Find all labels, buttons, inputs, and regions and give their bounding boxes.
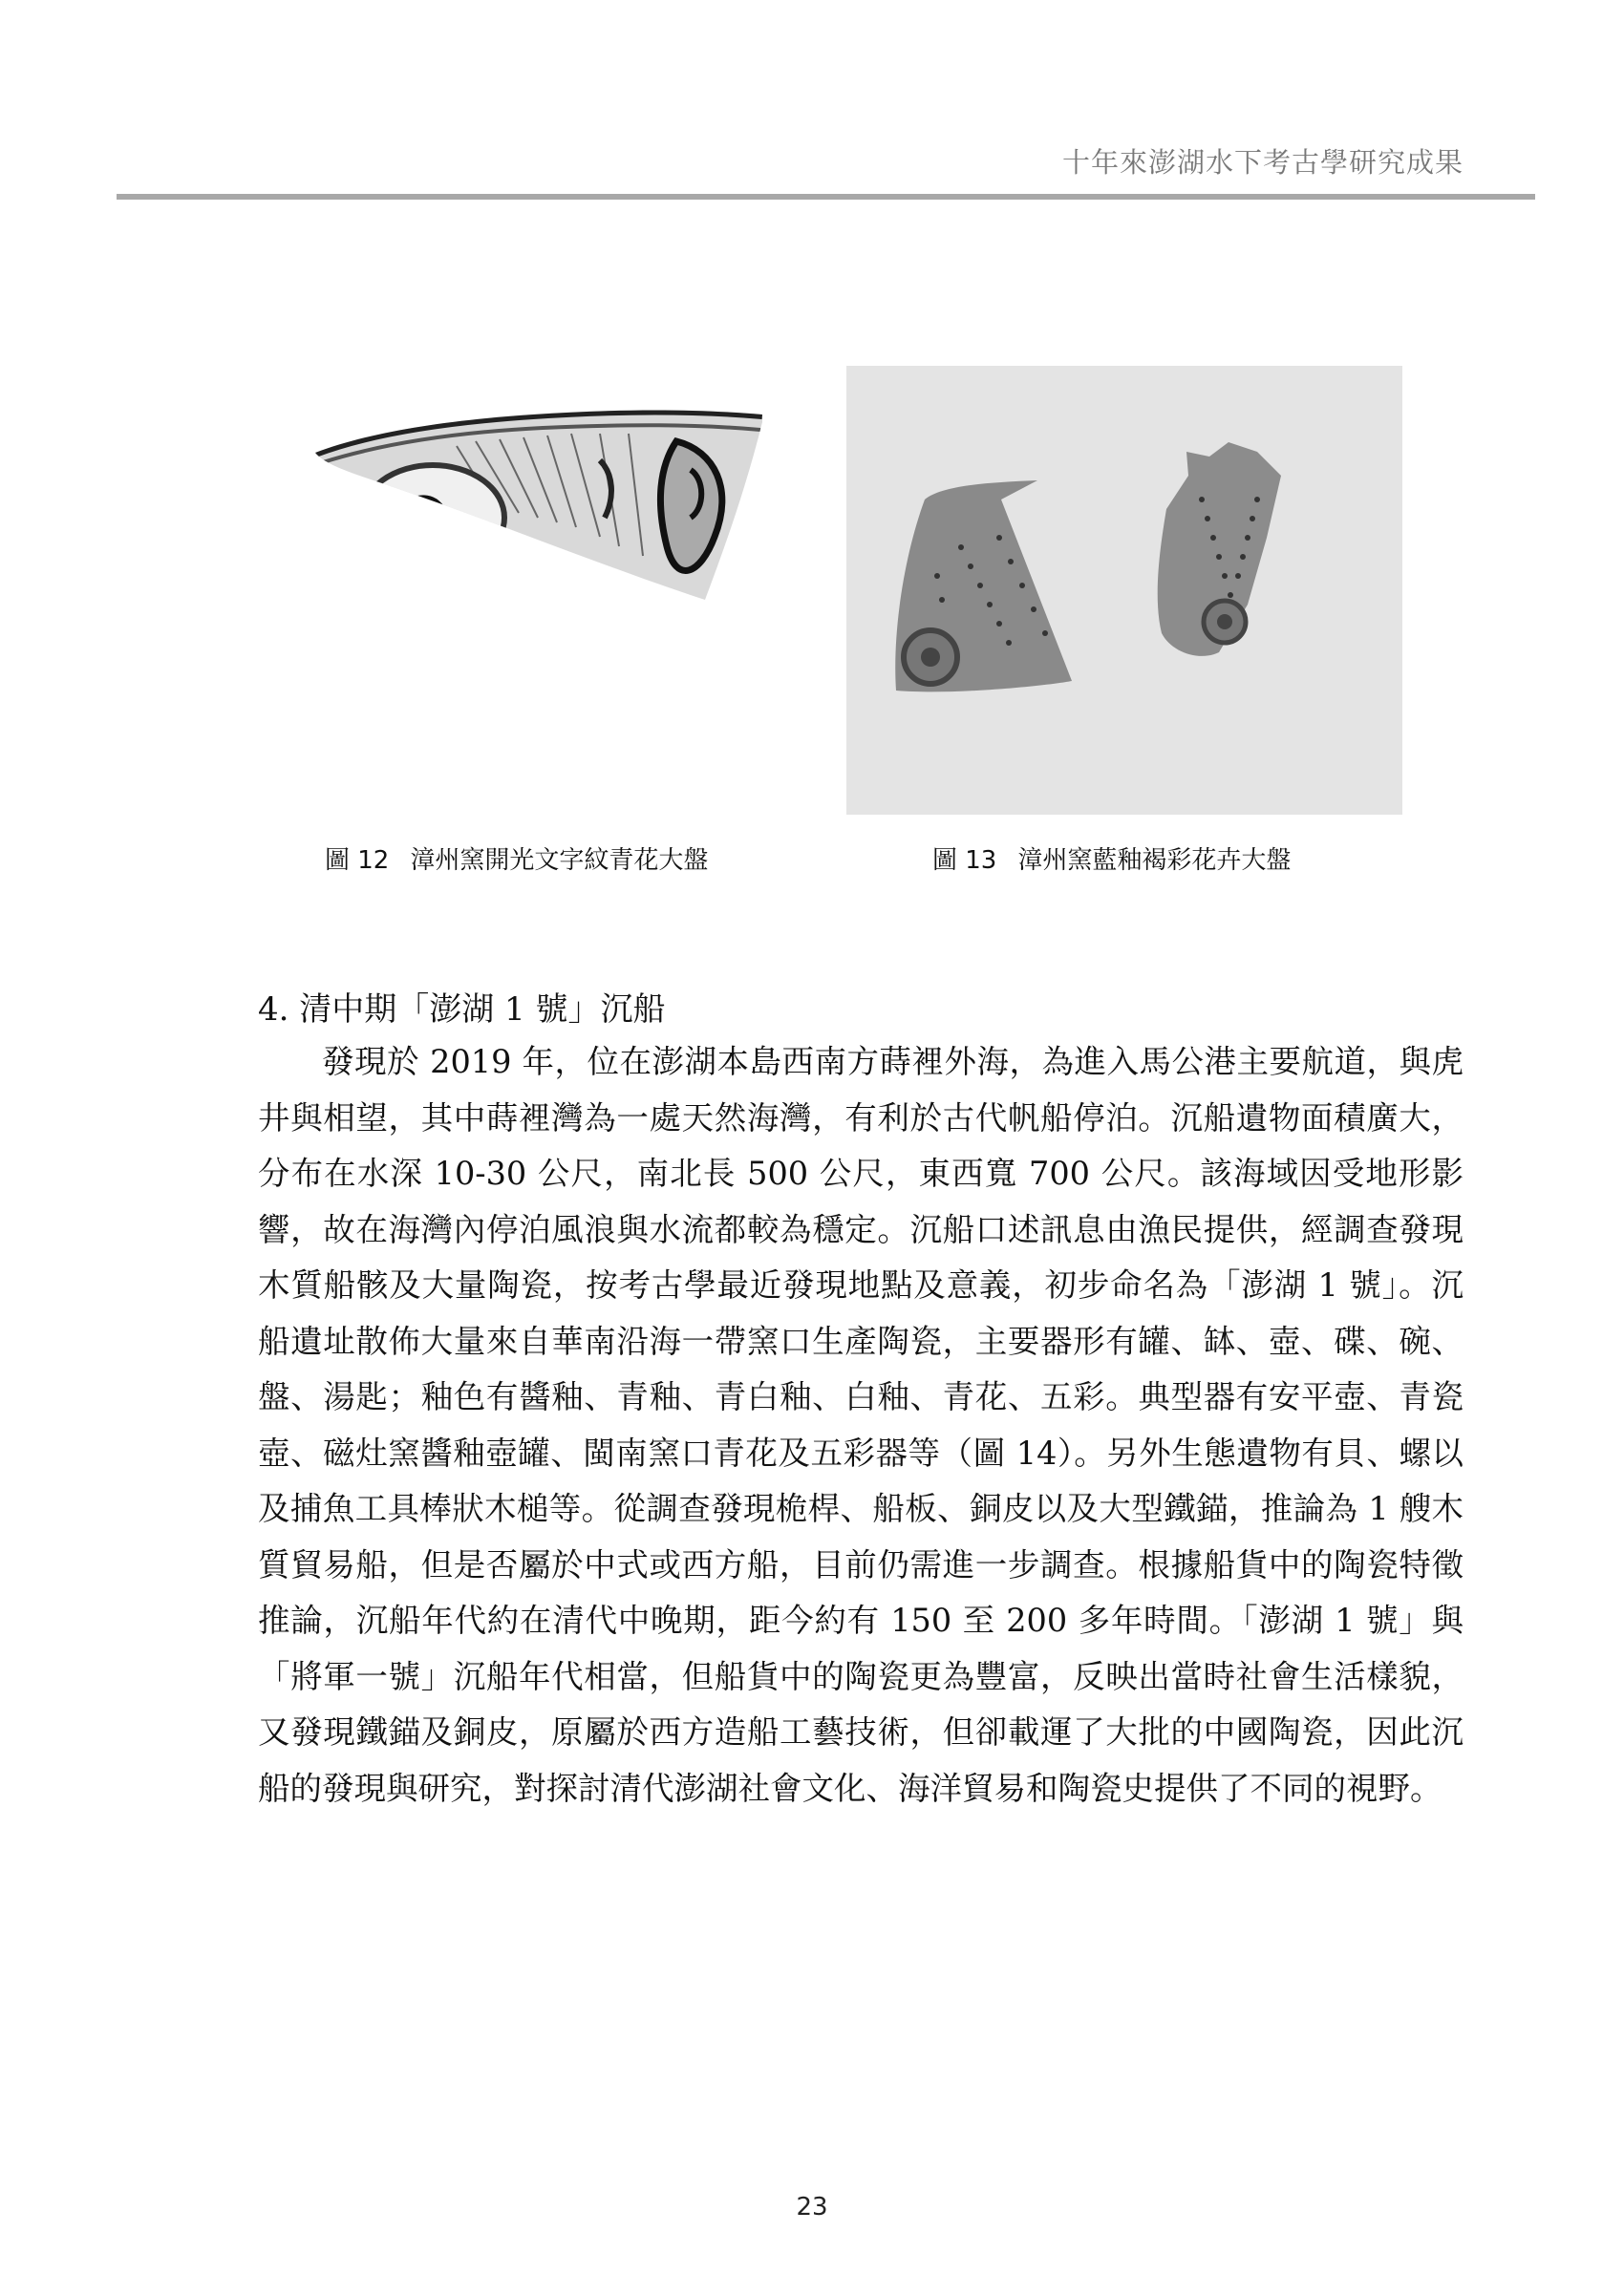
body-text (258, 1034, 1464, 1817)
figure-13-caption (932, 840, 1291, 876)
page-number: 23 (796, 2193, 828, 2222)
figure-12-number: 圖 12 (325, 846, 390, 875)
figure-12-caption-text: 漳州窯開光文字紋青花大盤 (410, 846, 709, 875)
figure-13-caption-text: 漳州窯藍釉褐彩花卉大盤 (1017, 846, 1292, 875)
header-title: 十年來澎湖水下考古學研究成果 (1061, 146, 1464, 179)
section-heading: 4. 清中期「澎湖 1 號」沉船 (258, 990, 666, 1029)
figure-12-caption (325, 840, 708, 876)
body-paragraph: 發現於 2019 年，位在澎湖本島西南方蒔裡外海，為進入馬公港主要航道，與虎井與相望，其中蒔裡灣為一處天然海灣，有利於古代帆船停泊。沉船遺物面積廣大，分布在水深 10-30 公尺，南北長 500 公尺，東西寬 700 公尺。該海域因受地形影響，故在海灣內停泊風浪與水流都較為穩定。沉船口述訊息由漁民提供，經調查發現木質船骸及大量陶瓷，按考古學最近發現地點及意義，初步命名為「澎湖 1 號」。沉船遺址散佈大量來自華南沿海一帶窯口生產陶瓷，主要器形有罐、缽、壺、碟、碗、盤、湯匙；釉色有醬釉、青釉、青白釉、白釉、青花、五彩。典型器有安平壺、青瓷壺、磁灶窯醬釉壺罐、閩南窯口青花及五彩器等（圖 14）。另外生態遺物有貝、螺以及捕魚工具棒狀木槌等。從調查發現桅桿、船板、銅皮以及大型鐵錨，推論為 1 艘木質貿易船，但是否屬於中式或西方船，目前仍需進一步調查。根據船貨中的陶瓷特徵推論，沉船年代約在清代中晚期，距今約有 150 至 200 多年時間。「澎湖 1 號」與「將軍一號」沉船年代相當，但船貨中的陶瓷更為豐富，反映出當時社會生活樣貌，又發現鐵錨及銅皮，原屬於西方造船工藝技術，但卻載運了大批的中國陶瓷，因此沉船的發現與研究，對探討清代澎湖社會文化、海洋貿易和陶瓷史提供了不同的視野。 (258, 1043, 1464, 1807)
figure-13-photo (846, 366, 1402, 815)
figure-12-photo (313, 403, 770, 604)
header-rule (117, 194, 1535, 200)
figure-13-number: 圖 13 (932, 846, 997, 875)
